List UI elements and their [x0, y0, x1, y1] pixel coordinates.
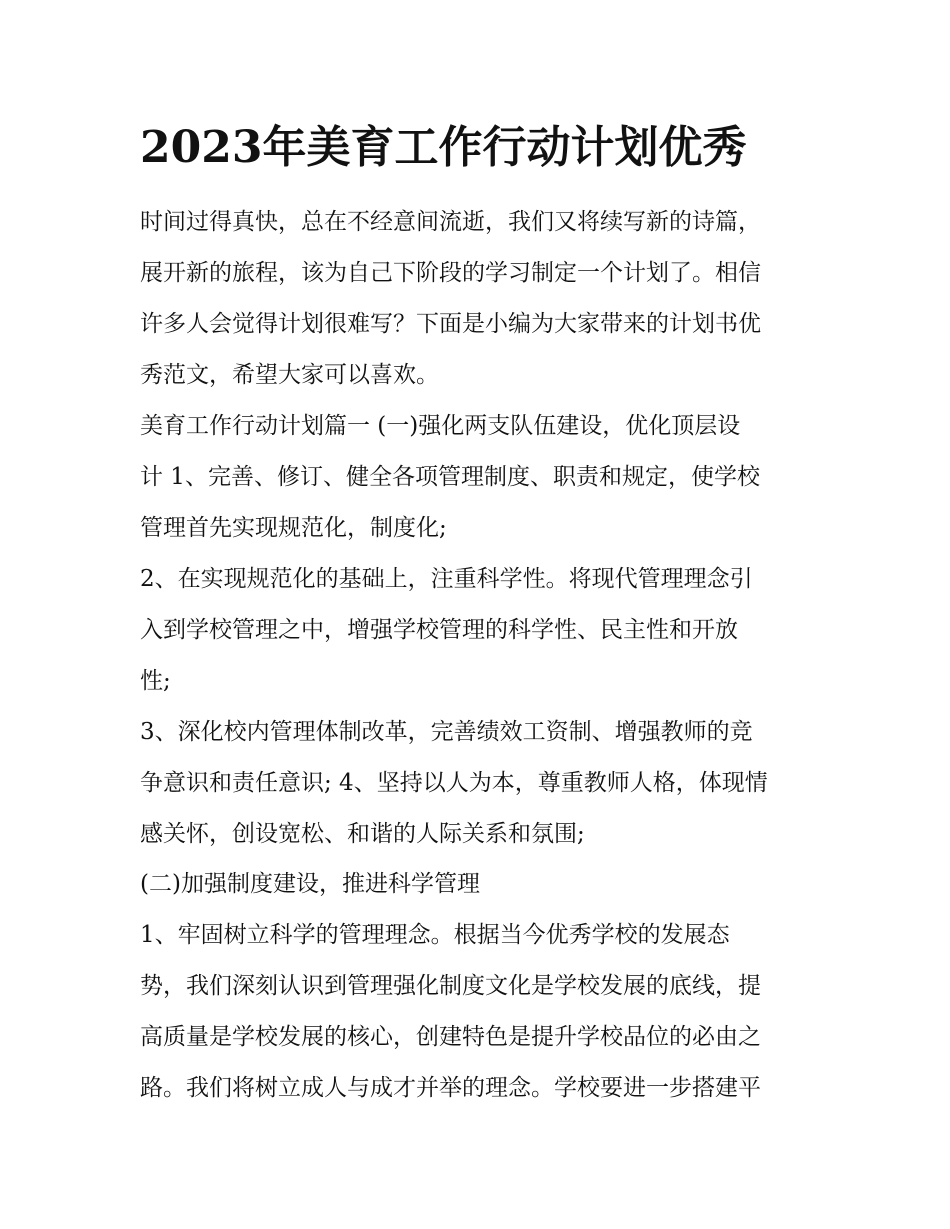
text-line: 性;: [140, 668, 171, 694]
text-line: 势，我们深刻认识到管理强化制度文化是学校发展的底线，提: [140, 973, 761, 999]
text-line: 秀范文，希望大家可以喜欢。: [140, 362, 439, 388]
text-line: 计 1、完善、修订、健全各项管理制度、职责和规定，使学校: [140, 464, 760, 490]
text-line: 时间过得真快，总在不经意间流逝，我们又将续写新的诗篇，: [140, 209, 761, 235]
text-line: 管理首先实现规范化，制度化;: [140, 515, 447, 541]
text-line: (二)加强制度建设，推进科学管理: [140, 871, 480, 897]
text-line: 美育工作行动计划篇一 (一)强化两支队伍建设，优化顶层设: [140, 413, 741, 439]
text-line: 展开新的旅程，该为自己下阶段的学习制定一个计划了。相信: [140, 260, 761, 286]
text-line: 2、在实现规范化的基础上，注重科学性。将现代管理理念引: [140, 566, 753, 592]
text-line: 入到学校管理之中，增强学校管理的科学性、民主性和开放: [140, 617, 738, 643]
text-line: 争意识和责任意识; 4、坚持以人为本，尊重教师人格，体现情: [140, 770, 768, 796]
text-line: 高质量是学校发展的核心，创建特色是提升学校品位的必由之: [140, 1024, 761, 1050]
text-line: 1、牢固树立科学的管理理念。根据当今优秀学校的发展态: [140, 922, 730, 948]
document-title: 2023年美育工作行动计划优秀: [140, 122, 747, 173]
text-line: 感关怀，创设宽松、和谐的人际关系和氛围;: [140, 821, 585, 847]
text-line: 路。我们将树立成人与成才并举的理念。学校要进一步搭建平: [140, 1075, 761, 1101]
text-line: 许多人会觉得计划很难写？下面是小编为大家带来的计划书优: [140, 311, 761, 337]
text-line: 3、深化校内管理体制改革，完善绩效工资制、增强教师的竞: [140, 719, 753, 745]
